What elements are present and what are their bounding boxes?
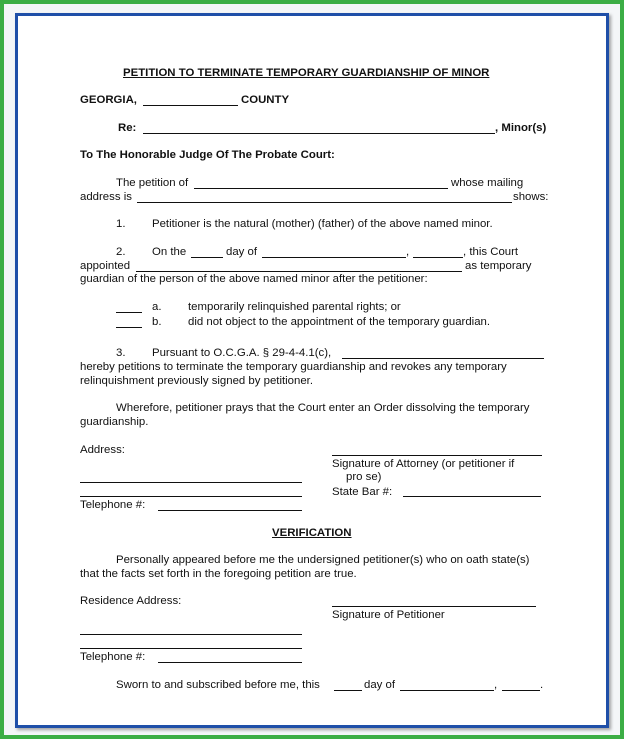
signature-petitioner-caption: Signature of Petitioner [332, 609, 445, 621]
option-a-check-blank[interactable] [116, 312, 142, 313]
residence-address-line-2[interactable] [80, 648, 302, 649]
georgia-label: GEORGIA, [80, 94, 137, 106]
sworn-day-blank[interactable] [334, 690, 362, 691]
address-line-2[interactable] [80, 496, 302, 497]
option-a-label: a. [152, 301, 162, 313]
wherefore-line-1: Wherefore, petitioner prays that the Court enter an Order dissolving the temporary [116, 402, 530, 414]
re-label: Re: [118, 122, 137, 134]
sworn-text: Sworn to and subscribed before me, this [116, 679, 320, 691]
paragraph-3-text: Pursuant to O.C.G.A. § 29-4-4.1(c), [152, 347, 332, 359]
signature-attorney-caption-2: pro se) [346, 471, 382, 483]
paragraph-2-line-3: guardian of the person of the above named minor after the petitioner: [80, 273, 428, 285]
state-bar-blank[interactable] [403, 496, 541, 497]
sworn-year-blank[interactable] [502, 690, 540, 691]
address-line-1[interactable] [80, 482, 302, 483]
document-title: PETITION TO TERMINATE TEMPORARY GUARDIANSHIP OF MINOR [123, 67, 490, 79]
petitioner-name-blank[interactable] [194, 188, 448, 189]
minors-label: , Minor(s) [495, 122, 547, 134]
to-judge-heading: To The Honorable Judge Of The Probate Court: [80, 149, 335, 161]
address-label: Address: [80, 444, 125, 456]
minor-name-blank[interactable] [143, 133, 495, 134]
option-b-check-blank[interactable] [116, 327, 142, 328]
day-blank[interactable] [191, 257, 223, 258]
signature-attorney-caption-1: Signature of Attorney (or petitioner if [332, 458, 515, 470]
guardian-name-blank[interactable] [136, 271, 462, 272]
attorney-signature-line[interactable] [332, 455, 542, 456]
paragraph-3-number: 3. [116, 347, 126, 359]
paragraph-3-blank[interactable] [342, 358, 544, 359]
year-blank[interactable] [413, 257, 463, 258]
telephone-blank-2[interactable] [158, 662, 302, 663]
day-of-label: day of [226, 246, 258, 258]
paragraph-1-text: Petitioner is the natural (mother) (father) of the above named minor. [152, 218, 493, 230]
sworn-month-blank[interactable] [400, 690, 494, 691]
wherefore-line-2: guardianship. [80, 416, 149, 428]
month-blank[interactable] [262, 257, 406, 258]
sworn-day-of-label: day of [364, 679, 396, 691]
on-the-label: On the [152, 246, 187, 258]
whose-mailing-label: whose mailing [451, 177, 524, 189]
petition-of-label: The petition of [116, 177, 189, 189]
month-comma: , [406, 246, 410, 258]
paragraph-3-line-2: hereby petitions to terminate the temporary guardianship and revokes any temporary [80, 361, 507, 373]
appointed-label: appointed [80, 260, 131, 272]
telephone-label-2: Telephone #: [80, 651, 146, 663]
sworn-comma: , [494, 679, 498, 691]
verification-heading: VERIFICATION [272, 527, 352, 539]
residence-address-line-1[interactable] [80, 634, 302, 635]
shows-label: shows: [513, 191, 549, 203]
telephone-label-1: Telephone #: [80, 499, 146, 511]
sworn-period: . [540, 679, 544, 691]
personally-appeared-line-2: that the facts set forth in the foregoing petition are true. [80, 568, 357, 580]
paragraph-2-number: 2. [116, 246, 126, 258]
paragraph-1-number: 1. [116, 218, 126, 230]
residence-address-label: Residence Address: [80, 595, 182, 607]
this-court-label: , this Court [463, 246, 519, 258]
mailing-address-blank[interactable] [137, 202, 512, 203]
state-bar-label: State Bar #: [332, 486, 393, 498]
option-b-label: b. [152, 316, 162, 328]
address-is-label: address is [80, 191, 132, 203]
option-a-text: temporarily relinquished parental rights; or [188, 301, 401, 313]
county-label: COUNTY [241, 94, 290, 106]
personally-appeared-line-1: Personally appeared before me the undersigned petitioner(s) who on oath state(s) [116, 554, 530, 566]
telephone-blank-1[interactable] [158, 510, 302, 511]
county-blank[interactable] [143, 105, 238, 106]
option-b-text: did not object to the appointment of the temporary guardian. [188, 316, 491, 328]
as-temporary-label: as temporary [465, 260, 532, 272]
petitioner-signature-line[interactable] [332, 606, 536, 607]
paragraph-3-line-3: relinquishment previously signed by petitioner. [80, 375, 314, 387]
